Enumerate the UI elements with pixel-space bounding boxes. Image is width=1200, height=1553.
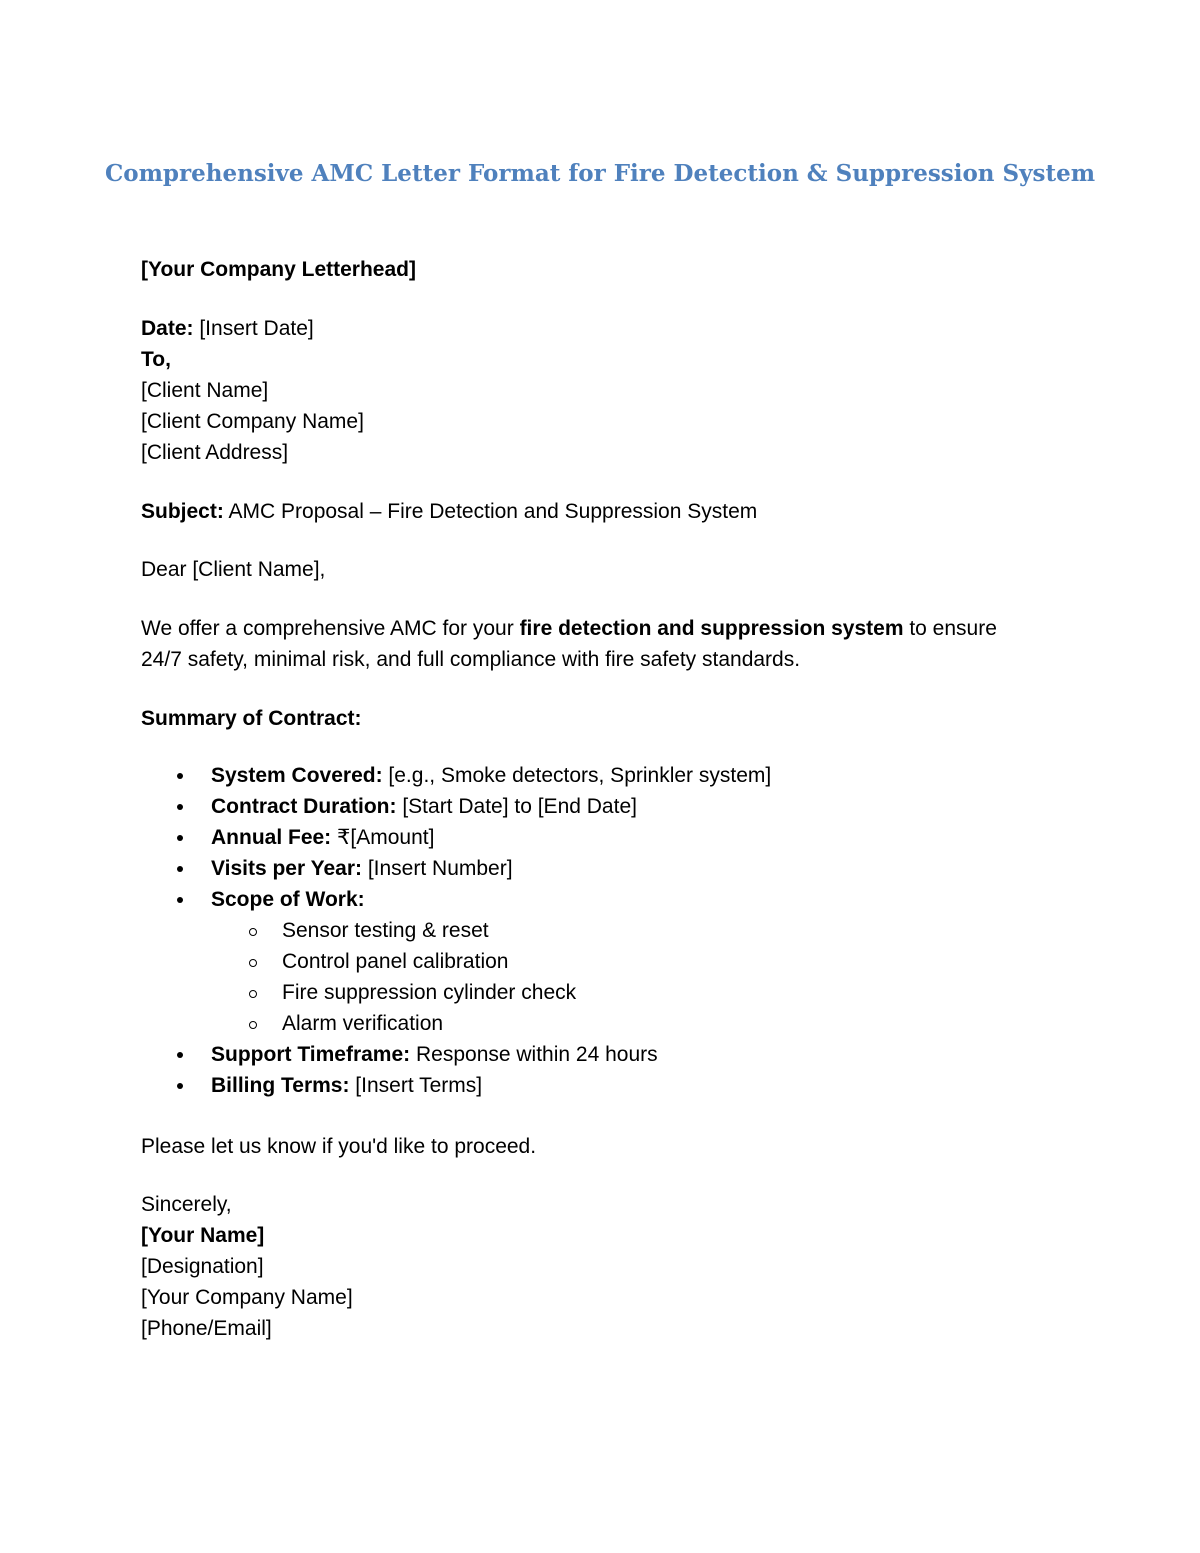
- sender-name: [Your Name]: [141, 1224, 265, 1247]
- scope-sublist-container: [141, 915, 1041, 1039]
- sender-designation: [Designation]: [141, 1255, 264, 1278]
- hollow-bullet-icon: [249, 1021, 257, 1029]
- summary-list: [141, 760, 1041, 1101]
- item-value: ₹[Amount]: [331, 826, 435, 849]
- list-item: [141, 822, 1041, 853]
- scope-item: Control panel calibration: [282, 950, 509, 973]
- client-address: [Client Address]: [141, 441, 289, 464]
- subject-value: AMC Proposal – Fire Detection and Suppression System: [223, 500, 758, 523]
- sub-list-item: [141, 915, 1041, 946]
- date-line: [141, 313, 1041, 344]
- bullet-icon: [177, 897, 183, 903]
- list-item: [141, 853, 1041, 884]
- sub-list-item: [141, 1008, 1041, 1039]
- scope-item: Sensor testing & reset: [282, 919, 489, 942]
- list-item: [141, 760, 1041, 791]
- item-label: Scope of Work:: [211, 888, 365, 911]
- bullet-icon: [177, 1052, 183, 1058]
- item-label: Billing Terms:: [211, 1074, 350, 1097]
- intro-post: to ensure 24/7 safety, minimal risk, and full compliance with fire safety standards.: [141, 617, 997, 671]
- list-item: [141, 791, 1041, 822]
- bullet-icon: [177, 1083, 183, 1089]
- sub-list-item: [141, 946, 1041, 977]
- signature-block: [141, 1189, 1041, 1344]
- letterhead: [141, 254, 1041, 285]
- subject-line: [141, 496, 1041, 527]
- scope-item: Alarm verification: [282, 1012, 444, 1035]
- list-item: [141, 1070, 1041, 1101]
- hollow-bullet-icon: [249, 959, 257, 967]
- hollow-bullet-icon: [249, 928, 257, 936]
- intro-bold: fire detection and suppression system: [519, 617, 904, 640]
- item-value: Response within 24 hours: [410, 1043, 658, 1066]
- date-value: [Insert Date]: [193, 317, 314, 340]
- sender-company: [Your Company Name]: [141, 1286, 353, 1309]
- summary-heading: [141, 703, 1041, 734]
- greeting: Dear [Client Name],: [141, 558, 326, 581]
- list-item: [141, 1039, 1041, 1070]
- item-value: [Insert Terms]: [349, 1074, 483, 1097]
- document-title: Comprehensive AMC Letter Format for Fire Detection & Suppression System: [104, 160, 1096, 187]
- item-value: [e.g., Smoke detectors, Sprinkler system]: [382, 764, 772, 787]
- to-label: To,: [141, 348, 171, 371]
- bullet-icon: [177, 804, 183, 810]
- letterhead-text: [Your Company Letterhead]: [141, 258, 416, 281]
- summary-heading-text: Summary of Contract:: [141, 707, 362, 730]
- item-value: [Insert Number]: [362, 857, 513, 880]
- closing-line: Please let us know if you'd like to proceed.: [141, 1135, 537, 1158]
- client-name: [Client Name]: [141, 379, 269, 402]
- address-block: [141, 313, 1041, 468]
- scope-sublist: [141, 915, 1041, 1039]
- hollow-bullet-icon: [249, 990, 257, 998]
- sub-list-item: [141, 977, 1041, 1008]
- item-label: Support Timeframe:: [211, 1043, 411, 1066]
- item-label: Annual Fee:: [211, 826, 332, 849]
- bullet-icon: [177, 835, 183, 841]
- subject-label: Subject:: [141, 500, 224, 523]
- intro-paragraph: [141, 613, 1041, 675]
- intro-pre: We offer a comprehensive AMC for your: [141, 617, 520, 640]
- item-label: System Covered:: [211, 764, 383, 787]
- bullet-icon: [177, 866, 183, 872]
- date-label: Date:: [141, 317, 194, 340]
- sincerely: Sincerely,: [141, 1193, 232, 1216]
- client-company: [Client Company Name]: [141, 410, 364, 433]
- sender-contact: [Phone/Email]: [141, 1317, 272, 1340]
- item-value: [Start Date] to [End Date]: [396, 795, 637, 818]
- bullet-icon: [177, 773, 183, 779]
- list-item: [141, 884, 1041, 915]
- item-label: Contract Duration:: [211, 795, 397, 818]
- scope-item: Fire suppression cylinder check: [282, 981, 577, 1004]
- item-label: Visits per Year:: [211, 857, 362, 880]
